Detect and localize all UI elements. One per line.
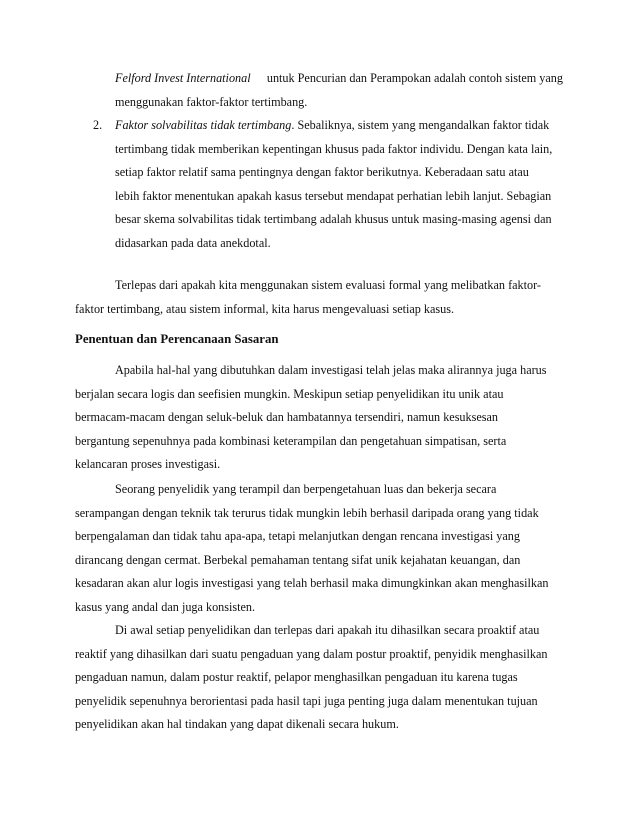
text-fragment: untuk Pencurian dan Perampokan adalah contoh sistem yang: [266, 71, 563, 85]
text-line: serampangan dengan teknik tak terurus tidak mungkin lebih berhasil daripada orang yang tidak: [75, 505, 539, 520]
text-line: Terlepas dari apakah kita menggunakan sistem evaluasi formal yang melibatkan faktor-: [115, 278, 541, 292]
paragraph: [75, 478, 563, 619]
text-line: bermacam-macam dengan seluk-beluk dan hambatannya tersendiri, namun kesuksesan: [75, 410, 499, 424]
text-line: menggunakan faktor-faktor tertimbang.: [115, 94, 308, 109]
italic-term: Felford Invest International: [115, 71, 251, 85]
text-line: penyelidikan akan hal tindakan yang dapat dikenali secara hukum.: [75, 717, 399, 731]
list-number: 2.: [93, 118, 103, 132]
text-line: Seorang penyelidik yang terampil dan berpengetahuan luas dan bekerja secara: [115, 482, 497, 496]
section-heading: Penentuan dan Perencanaan Sasaran: [75, 332, 279, 346]
text-line: berpengalaman dan tidak tahu apa-apa, tetapi melanjutkan dengan rencana investigasi yang: [75, 529, 520, 543]
text-line: Di awal setiap penyelidikan dan terlepas dari apakah itu dihasilkan secara proaktif atau: [115, 623, 540, 637]
text-line: lebih faktor menentukan apakah kasus tersebut mendapat perhatian lebih lanjut. Sebagian: [115, 188, 552, 203]
text-line: didasarkan pada data anekdotal.: [115, 235, 271, 250]
italic-term: Faktor solvabilitas tidak tertimbang: [115, 118, 292, 132]
text-line: reaktif yang dihasilkan dari suatu pengaduan yang dalam postur proaktif, penyidik menghasilkan: [75, 646, 548, 661]
text-line: bergantung sepenuhnya pada kombinasi keterampilan dan pengetahuan simpatisan, serta: [75, 433, 507, 448]
text-line: dirancang dengan cermat. Berbekal pemahaman tentang sifat unik kejahatan keuangan, dan: [75, 552, 521, 567]
text-line: kesadaran akan alur logis investigasi yang telah berhasil maka dimungkinkan akan menghasilkan: [75, 576, 549, 590]
text-line: tertimbang tidak memberikan kepentingan khusus pada faktor individu. Dengan kata lain,: [115, 141, 553, 156]
text-line: Apabila hal-hal yang dibutuhkan dalam investigasi telah jelas maka alirannya juga harus: [115, 363, 547, 377]
text-line: penyelidik sepenuhnya berorientasi pada hasil tapi juga penting juga dalam menentukan tujuan: [75, 693, 538, 708]
list-item-2: [93, 114, 563, 255]
text-line: setiap faktor relatif sama pentingnya dengan faktor berikutnya. Keberadaan satu atau: [115, 165, 529, 179]
text-line: [115, 114, 563, 138]
text-line: faktor tertimbang, atau sistem informal, kita harus mengevaluasi setiap kasus.: [75, 301, 455, 316]
text-line: [115, 67, 563, 91]
text-fragment: . Sebaliknya, sistem yang mengandalkan faktor tidak: [291, 118, 550, 132]
list-item-1-continuation: [115, 67, 563, 114]
paragraph: [75, 274, 563, 321]
paragraph: [75, 359, 563, 477]
text-line: berjalan secara logis dan seefisien mungkin. Meskipun setiap penyelidikan itu unik atau: [75, 386, 504, 401]
paragraph: [75, 619, 563, 737]
text-line: kasus yang andal dan juga konsisten.: [75, 599, 256, 614]
text-line: besar skema solvabilitas tidak tertimbang adalah khusus untuk masing-masing agensi dan: [115, 212, 552, 226]
text-line: pengaduan namun, dalam postur reaktif, pelapor menghasilkan pengaduan itu karena tugas: [75, 670, 518, 684]
text-line: kelancaran proses investigasi.: [75, 457, 221, 471]
